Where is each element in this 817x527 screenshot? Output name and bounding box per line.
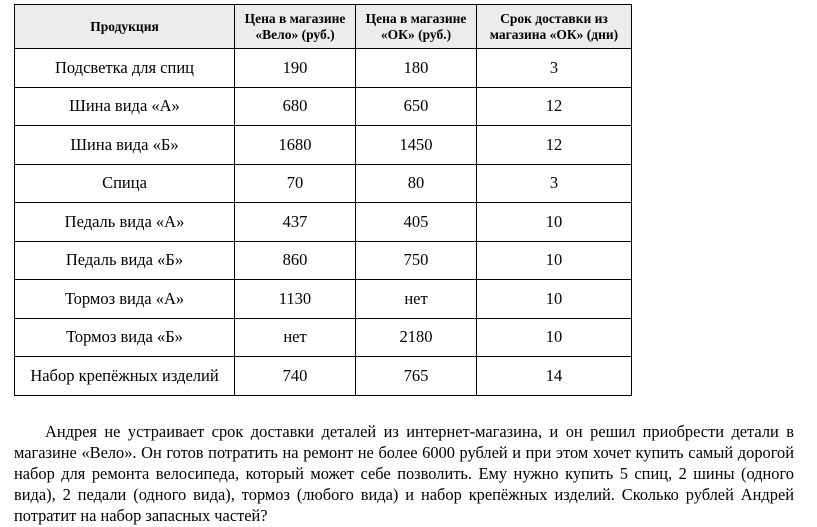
cell-price-ok: 750 <box>356 241 477 280</box>
table-row <box>15 126 632 165</box>
header-price-velo: Цена в магазине «Вело» (руб.) <box>235 5 356 49</box>
cell-delivery-ok: 3 <box>477 49 632 88</box>
cell-price-velo: 1680 <box>235 126 356 165</box>
cell-price-ok: 650 <box>356 87 477 126</box>
cell-delivery-ok: 12 <box>477 126 632 165</box>
cell-price-velo: 70 <box>235 164 356 203</box>
cell-delivery-ok: 10 <box>477 203 632 242</box>
cell-price-ok: 765 <box>356 357 477 396</box>
cell-product: Тормоз вида «А» <box>15 280 235 319</box>
cell-price-velo: 860 <box>235 241 356 280</box>
cell-delivery-ok: 12 <box>477 87 632 126</box>
cell-delivery-ok: 10 <box>477 280 632 319</box>
cell-price-ok: нет <box>356 280 477 319</box>
cell-delivery-ok: 10 <box>477 241 632 280</box>
table-row <box>15 241 632 280</box>
price-table <box>14 4 632 396</box>
task-paragraph: Андрея не устраивает срок доставки деталей из интернет-магазина, и он решил приобрести детали в магазине «Вело». Он готов потратить на ремонт не более 6000 рублей и при этом хочет купить самый дорогой набор для ремонта велосипеда, который может себе позволить. Ему нужно купить 5 спиц, 2 шины (одного вида), 2 педали (одного вида), тормоз (любого вида) и набор крепёжных изделий. Сколько рублей Андрей потратит на набор запасных частей? <box>14 422 794 525</box>
table-header-row <box>15 5 632 49</box>
cell-price-velo: 190 <box>235 49 356 88</box>
cell-price-ok: 1450 <box>356 126 477 165</box>
table-row <box>15 203 632 242</box>
cell-delivery-ok: 14 <box>477 357 632 396</box>
cell-delivery-ok: 10 <box>477 318 632 357</box>
cell-product: Педаль вида «А» <box>15 203 235 242</box>
cell-price-ok: 405 <box>356 203 477 242</box>
cell-product: Набор крепёжных изделий <box>15 357 235 396</box>
header-delivery-ok: Срок доставки из магазина «ОК» (дни) <box>477 5 632 49</box>
cell-product: Шина вида «А» <box>15 87 235 126</box>
header-product: Продукция <box>15 5 235 49</box>
table-row <box>15 164 632 203</box>
cell-price-velo: 740 <box>235 357 356 396</box>
cell-product: Спица <box>15 164 235 203</box>
header-price-ok: Цена в магазине «ОК» (руб.) <box>356 5 477 49</box>
cell-delivery-ok: 3 <box>477 164 632 203</box>
table-row <box>15 357 632 396</box>
cell-price-ok: 80 <box>356 164 477 203</box>
cell-price-velo: нет <box>235 318 356 357</box>
table-row <box>15 87 632 126</box>
cell-product: Шина вида «Б» <box>15 126 235 165</box>
cell-price-velo: 680 <box>235 87 356 126</box>
table-row <box>15 318 632 357</box>
table-row <box>15 280 632 319</box>
cell-product: Тормоз вида «Б» <box>15 318 235 357</box>
cell-price-velo: 1130 <box>235 280 356 319</box>
cell-price-ok: 180 <box>356 49 477 88</box>
cell-price-ok: 2180 <box>356 318 477 357</box>
cell-product: Педаль вида «Б» <box>15 241 235 280</box>
cell-price-velo: 437 <box>235 203 356 242</box>
cell-product: Подсветка для спиц <box>15 49 235 88</box>
table-row <box>15 49 632 88</box>
